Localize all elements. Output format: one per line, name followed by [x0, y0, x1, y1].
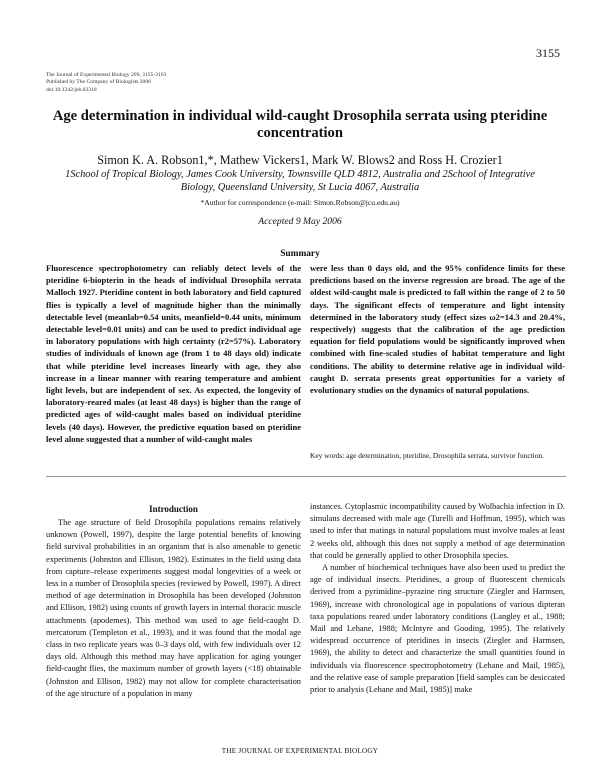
section-divider: [46, 476, 566, 477]
journal-doi: doi:10.1242/jeb.02318: [46, 86, 97, 93]
introduction-column-2: [310, 501, 565, 696]
intro-paragraph-2b: A number of biochemical techniques have also been used to predict the age of individual insects. Pteridines, a group of fluorescent chemicals derived from a pyrimidine–pyrazine ring structure (Ziegler and Harmsen, 1969), increase with chronological age in populations of various dipteran taxa populations reared under laboratory conditions (Langley et al., 1988; Mail and Lehane, 1988; McIntyre and Gooding, 1995). The relatively widespread occurrence of pteridines in insects (Ziegler and Harmsen, 1969), the ability to detect and characterize the small quantities found in individuals via fluorescence spectrophotometry (Lehane and Mail, 1985), and the relative ease of sample preparation [field samples can be desiccated prior to analysis (Lehane and Mail, 1985)] make: [310, 563, 565, 695]
introduction-heading: Introduction: [149, 504, 198, 514]
intro-paragraph-1: The age structure of field Drosophila populations remains relatively unknown (Powell, 1997), despite the large potential benefits of knowing field survival probabilities in an organism that is also amenable to genetic experiments (Johnston and Ellison, 1982). Estimates in the field using data from capture–release experiments suggest modal longevities of a week or less in a number of Drosophila species (reviewed by Powell, 1997). A direct method of age determination in Drosophila has been developed (Johnston and Ellison, 1982) using counts of growth layers in internal thoracic muscle attachments (apodemes). This method was used to age field-caught D. mercatorum (Templeton et al., 1993), and it was found that the modal age class in two replicate years was 0–3 days old, with few individuals over 12 days old. Although this method may have application for aging younger field-caught flies, the maximum number of growth layers (<18) obtainable (Johnston and Ellison, 1982) may not allow for complete characterisation of the age structure of a population in many: [46, 518, 301, 698]
journal-publisher: Published by The Company of Biologists 2006: [46, 79, 151, 86]
intro-paragraph-2a: instances. Cytoplasmic incompatibility caused by Wolbachia infection in D. simulans decreased with male age (Turelli and Hoffman, 1995), which was used to infer that matings in natural populations must involve males at least 2 weeks old, although this does not supply a method of age determination that could be generally applied to other Drosophila species.: [310, 502, 565, 560]
accepted-date: Accepted 9 May 2006: [258, 216, 342, 227]
keywords: Key words: age determination, pteridine, Drosophila serrata, survivor function.: [310, 451, 544, 460]
summary-column-1: Fluorescence spectrophotometry can reliably detect levels of the pteridine 6-biopterin in the heads of individual Drosophila serrata Malloch 1927. Pteridine content in both laboratory and field captured flies is typically a level of magnitude higher than the minimally detectable level (meanlab=0.54 units, meanfield=0.44 units, minimum detectable level=0.01 units) and can be used to predict individual age in laboratory populations with high certainty (r2=57%). Laboratory studies of individuals of known age (from 1 to 48 days old) indicate that while pteridine level increases linearly with age, they also increase in a linear manner with rearing temperature and ambient light levels, but are independent of sex. As expected, the longevity of laboratory-reared males (at least 48 days) is higher than the range of predicted ages of wild-caught males based on individual pteridine levels (40 days). However, the predictive equation based on pteridine level alone suggested that a number of wild-caught males: [46, 263, 301, 444]
journal-citation: The Journal of Experimental Biology 209, 3155-3163: [46, 72, 167, 78]
page-number: 3155: [536, 46, 560, 60]
correspondence-note: *Author for correspondence (e-mail: Simon.Robson@jcu.edu.au): [200, 198, 400, 207]
journal-footer: THE JOURNAL OF EXPERIMENTAL BIOLOGY: [221, 747, 379, 755]
journal-info: [46, 72, 166, 94]
summary-column-2: were less than 0 days old, and the 95% confidence limits for these predictions based on the inverse regression are broad. The age of the oldest wild-caught male is predicted to fall within the range of 2 to 50 days. The significant effects of temperature and light intensity determined in the laboratory study (effect sizes ω2=14.3 and 20.4%, respectively) suggests that the calibration of the age prediction equation for field populations would be significantly improved when combined with fine-scaled studies of habitat temperature and light conditions. The ability to determine relative age in individual wild-caught D. serrata presents great opportunities for a variety of evolutionary studies on the dynamics of natural populations.: [310, 263, 565, 396]
introduction-column-1: [46, 517, 301, 700]
article-title: Age determination in individual wild-caught Drosophila serrata using pteridine concentration: [52, 108, 548, 141]
affiliations: 1School of Tropical Biology, James Cook University, Townsville QLD 4812, Australia and 2School of Integrative Biology, Queensland University, St Lucia 4067, Australia: [65, 169, 535, 193]
summary-heading: Summary: [280, 249, 320, 259]
author-list: Simon K. A. Robson1,*, Mathew Vickers1, Mark W. Blows2 and Ross H. Crozier1: [97, 153, 503, 167]
